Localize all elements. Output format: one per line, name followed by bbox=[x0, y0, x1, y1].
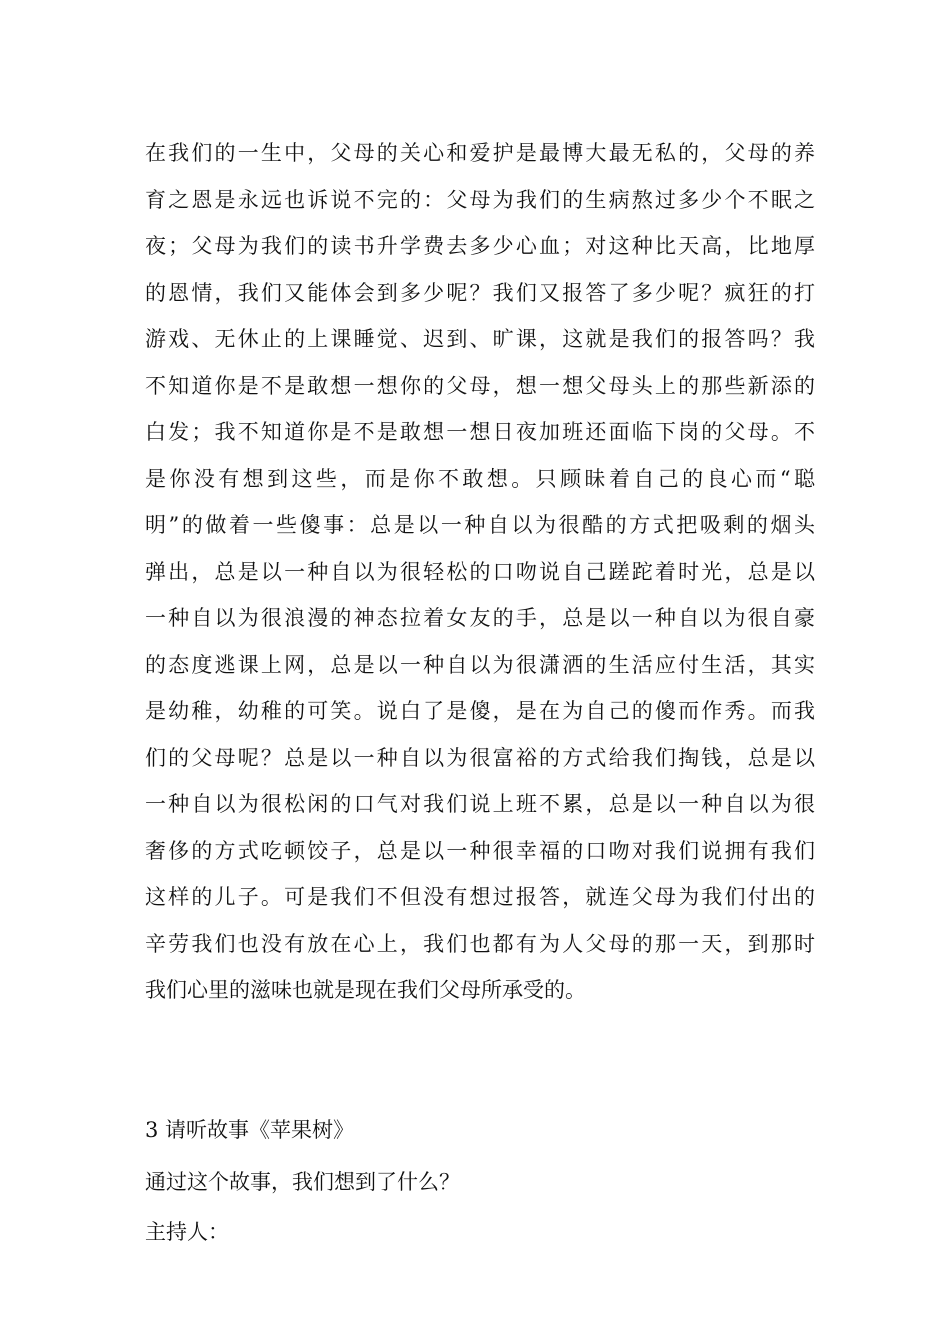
paragraph-line: 奢侈的方式吃顿饺子，总是以一种很幸福的口吻对我们说拥有我们 bbox=[145, 838, 815, 863]
body-paragraph bbox=[145, 130, 815, 1014]
paragraph-line: 育之恩是永远也诉说不完的：父母为我们的生病熬过多少个不眠之 bbox=[145, 187, 815, 212]
paragraph-line: 是幼稚，幼稚的可笑。说白了是傻，是在为自己的傻而作秀。而我 bbox=[145, 699, 815, 723]
paragraph-line: 不知道你是不是敢想一想你的父母，想一想父母头上的那些新添的 bbox=[145, 373, 815, 398]
paragraph-line: 我们心里的滋味也就是现在我们父母所承受的。 bbox=[145, 978, 586, 1002]
story-heading: 3 请听故事《苹果树》 bbox=[145, 1118, 355, 1142]
paragraph-line: 一种自以为很松闲的口气对我们说上班不累，总是以一种自以为很 bbox=[145, 792, 815, 816]
paragraph-line: 在我们的一生中，父母的关心和爱护是最博大最无私的，父母的养 bbox=[145, 141, 815, 165]
paragraph-line: 是你没有想到这些，而是你不敢想。只顾昧着自己的良心而“聪 bbox=[145, 466, 815, 491]
paragraph-line: 们的父母呢？总是以一种自以为很富裕的方式给我们掏钱，总是以 bbox=[145, 745, 815, 770]
paragraph-line: 游戏、无休止的上课睡觉、迟到、旷课，这就是我们的报答吗？我 bbox=[145, 327, 815, 351]
paragraph-line: 这样的儿子。可是我们不但没有想过报答，就连父母为我们付出的 bbox=[145, 885, 815, 909]
host-label: 主持人： bbox=[145, 1220, 229, 1244]
paragraph-line: 的态度逃课上网，总是以一种自以为很潇洒的生活应付生活，其实 bbox=[145, 652, 815, 677]
paragraph-line: 的恩情，我们又能体会到多少呢？我们又报答了多少呢？疯狂的打 bbox=[145, 280, 815, 305]
paragraph-line: 一种自以为很浪漫的神态拉着女友的手，总是以一种自以为很自豪 bbox=[145, 606, 815, 630]
paragraph-line: 弹出，总是以一种自以为很轻松的口吻说自己蹉跎着时光，总是以 bbox=[145, 559, 815, 584]
paragraph-line: 白发；我不知道你是不是敢想一想日夜加班还面临下岗的父母。不 bbox=[145, 420, 815, 444]
paragraph-line: 辛劳我们也没有放在心上，我们也都有为人父母的那一天，到那时 bbox=[145, 931, 815, 956]
paragraph-line: 夜；父母为我们的读书升学费去多少心血；对这种比天高，比地厚 bbox=[145, 234, 815, 258]
question-text: 通过这个故事，我们想到了什么？ bbox=[145, 1170, 460, 1194]
paragraph-line: 明”的做着一些傻事：总是以一种自以为很酷的方式把吸剩的烟头 bbox=[145, 513, 815, 537]
